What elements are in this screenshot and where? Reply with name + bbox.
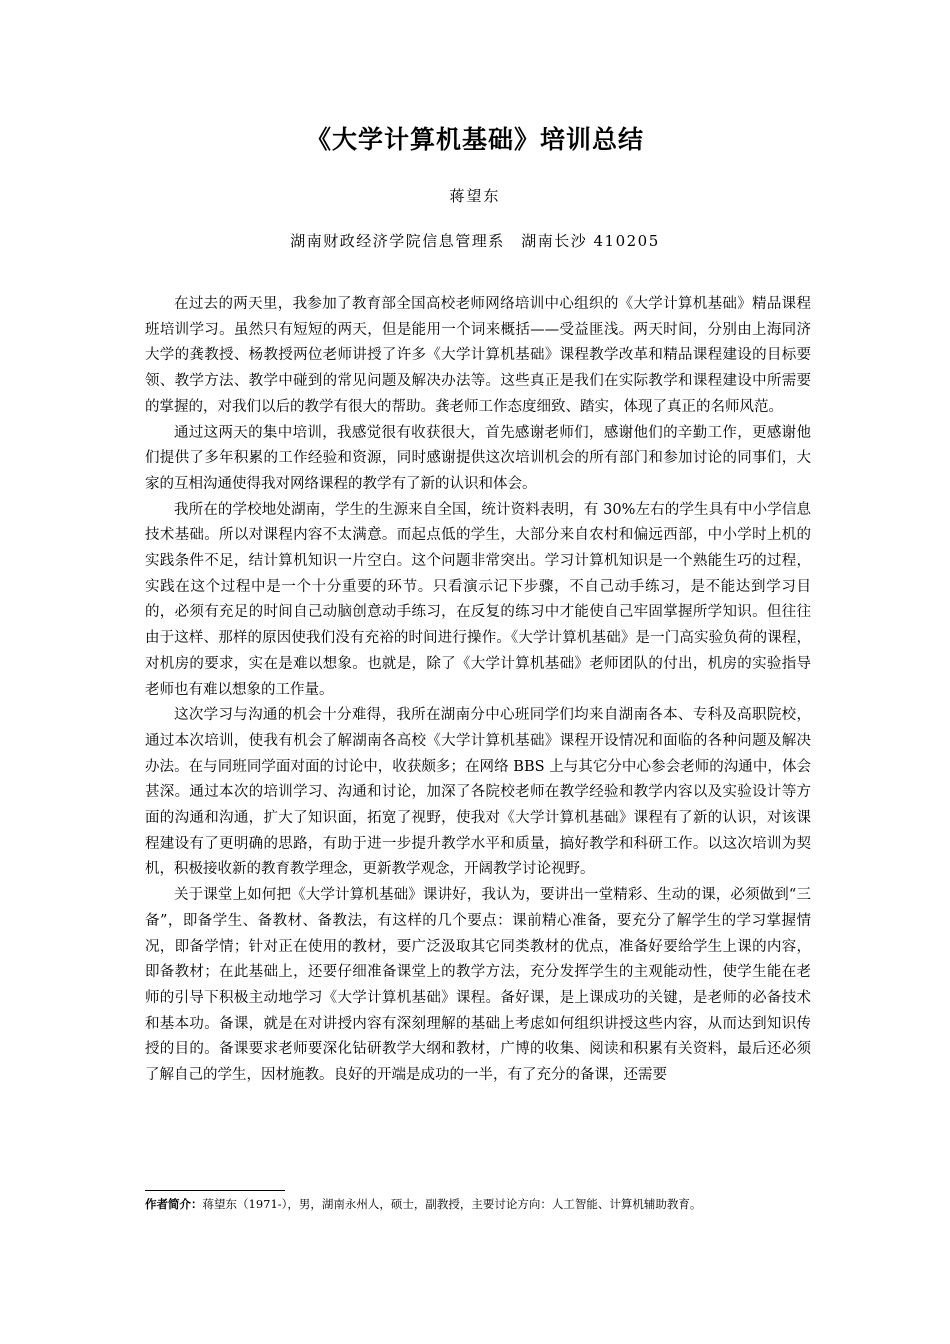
document-title: 《大学计算机基础》培训总结 (305, 125, 644, 154)
paragraph: 我所在的学校地处湖南，学生的生源来自全国，统计资料表明，有 30%左右的学生具有中小学信息技术基础。所以对课程内容不太满意。而起点低的学生，大部分来自农村和偏远西部，中小学时上机的实践条件不足，结计算机知识一片空白。这个问题非常突出。学习计算机知识是一个熟能生巧的过程，实践在这个过程中是一个十分重要的环节。只看演示记下步骤，不自己动手练习，是不能达到学习目的，必须有充足的时间自己动脑创意动手练习，在反复的练习中才能使自己牢固掌握所学知识。但往往由于这样、那样的原因使我们没有充裕的时间进行操作。《大学计算机基础》是一门高实验负荷的课程，对机房的要求，实在是难以想象。也就是，除了《大学计算机基础》老师团队的付出，机房的实验指导老师也有难以想象的工作量。 (145, 501, 811, 698)
author-footnote (145, 1196, 811, 1213)
paragraph: 通过这两天的集中培训，我感觉很有收获很大，首先感谢老师们，感谢他们的辛勤工作，更感谢他们提供了多年积累的工作经验和资源，同时感谢提供这次培训机会的所有部门和参加讨论的同事们，大家的互相沟通使得我对网络课程的教学有了新的认识和体会。 (145, 424, 811, 492)
paragraph: 这次学习与沟通的机会十分难得，我所在湖南分中心班同学们均来自湖南各本、专科及高职院校，通过本次培训，使我有机会了解湖南各高校《大学计算机基础》课程开设情况和面临的各种问题及解决办法。在与同班同学面对面的讨论中，收获颇多；在网络 BBS 上与其它分中心参会老师的沟通中，体会甚深。通过本次的培训学习、沟通和讨论，加深了各院校老师在教学经验和教学内容以及实验设计等方面的沟通和沟通，扩大了知识面，拓宽了视野，使我对《大学计算机基础》课程有了新的认识，对该课程建设有了更明确的思路，有助于进一步提升教学水平和质量，搞好教学和科研工作。以这次培训为契机，积极接收新的教育教学理念，更新教学观念，开阔教学讨论视野。 (145, 707, 811, 878)
footnote-divider (145, 1190, 285, 1191)
paragraph: 在过去的两天里，我参加了教育部全国高校老师网络培训中心组织的《大学计算机基础》精品课程班培训学习。虽然只有短短的两天，但是能用一个词来概括——受益匪浅。两天时间，分别由上海同济大学的龚教授、杨教授两位老师讲授了许多《大学计算机基础》课程教学改革和精品课程建设的目标要领、教学方法、教学中碰到的常见问题及解决办法等。这些真正是我们在实际教学和课程建设中所需要的掌握的，对我们以后的教学有很大的帮助。龚老师工作态度细致、踏实，体现了真正的名师风范。 (145, 296, 811, 415)
paragraph: 关于课堂上如何把《大学计算机基础》课讲好，我认为，要讲出一堂精彩、生动的课，必须做到“三备”，即备学生、备教材、备教法，有这样的几个要点：课前精心准备，要充分了解学生的学习掌握情况，即备学情；针对正在使用的教材，要广泛汲取其它同类教材的优点，准备好要给学生上课的内容，即备教材；在此基础上，还要仔细准备课堂上的教学方法，充分发挥学生的主观能动性，使学生能在老师的引导下积极主动地学习《大学计算机基础》课程。备好课，是上课成功的关键，是老师的必备技术和基本功。备课，就是在对讲授内容有深刻理解的基础上考虑如何组织讲授这些内容，从而达到知识传授的目的。备课要求老师要深化钻研教学大纲和教材，广博的收集、阅读和积累有关资料，最后还必须了解自己的学生，因材施教。良好的开端是成功的一半，有了充分的备课，还需要 (145, 887, 811, 1084)
author-name: 蒋望东 (449, 187, 501, 205)
body-text (145, 292, 811, 1089)
footnote-text: 蒋望东（1971-），男，湖南永州人，硕士，副教授，主要讨论方向：人工智能、计算机辅助教育。 (202, 1197, 702, 1211)
footnote-label: 作者简介： (145, 1197, 203, 1211)
author-affiliation: 湖南财政经济学院信息管理系 湖南长沙 410205 (290, 232, 660, 250)
